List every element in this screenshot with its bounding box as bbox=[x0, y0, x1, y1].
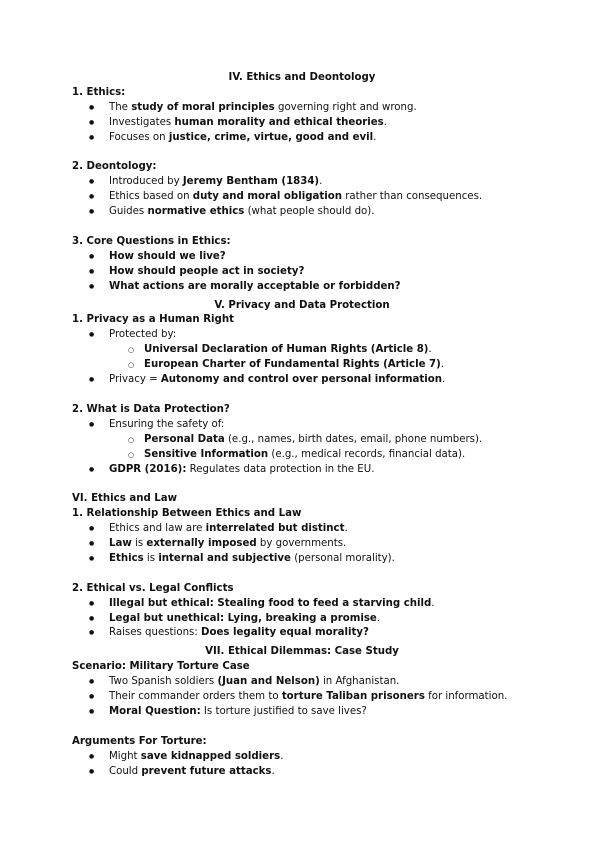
list-item: ● Legal but unethical: Lying, breaking a promise. bbox=[72, 612, 532, 627]
list-item: ● Focuses on justice, crime, virtue, good and evil. bbox=[72, 131, 532, 146]
list-item: ● How should we live? bbox=[72, 250, 532, 265]
relationship-list bbox=[72, 522, 532, 567]
list-item: ● Raises questions: Does legality equal morality? bbox=[72, 626, 532, 641]
list-item: ● What actions are morally acceptable or forbidden? bbox=[72, 280, 532, 295]
list-item: ● Protected by: ○ Universal Declaration of Human Rights (Article 8). ○ European Charter of Fundamental Rights (Article 7). bbox=[72, 328, 532, 373]
conflicts-list bbox=[72, 597, 532, 642]
data-protection-sublist bbox=[109, 433, 532, 463]
list-item: ● Ethics and law are interrelated but distinct. bbox=[72, 522, 532, 537]
list-item: ● Two Spanish soldiers (Juan and Nelson) in Afghanistan. bbox=[72, 675, 532, 690]
list-item: ● Guides normative ethics (what people should do). bbox=[72, 205, 532, 220]
list-item: ● Law is externally imposed by governments. bbox=[72, 537, 532, 552]
list-item: ○ European Charter of Fundamental Rights (Article 7). bbox=[72, 358, 532, 373]
deontology-list bbox=[72, 175, 532, 220]
relationship-heading: 1. Relationship Between Ethics and Law bbox=[72, 508, 302, 520]
list-item: ● Their commander orders them to torture Taliban prisoners for information. bbox=[72, 690, 532, 705]
ethics-list bbox=[72, 101, 532, 146]
list-item: ● GDPR (2016): Regulates data protection in the EU. bbox=[72, 463, 532, 478]
scenario-heading: Scenario: Military Torture Case bbox=[72, 661, 250, 673]
privacy-heading: 1. Privacy as a Human Right bbox=[72, 314, 234, 326]
list-item: ● Investigates human morality and ethical theories. bbox=[72, 116, 532, 131]
list-item: ● Introduced by Jeremy Bentham (1834). bbox=[72, 175, 532, 190]
data-protection-heading: 2. What is Data Protection? bbox=[72, 403, 230, 415]
section-title-v: V. Privacy and Data Protection bbox=[214, 299, 390, 311]
list-item: ● How should people act in society? bbox=[72, 265, 532, 280]
list-item: ● The study of moral principles governing right and wrong. bbox=[72, 101, 532, 116]
ethics-heading: 1. Ethics: bbox=[72, 86, 126, 98]
list-item: ● Ethics is internal and subjective (personal morality). bbox=[72, 552, 532, 567]
privacy-list bbox=[72, 328, 532, 388]
list-item: ● Privacy = Autonomy and control over personal information. bbox=[72, 373, 532, 388]
list-item: ● Might save kidnapped soldiers. bbox=[72, 750, 532, 765]
data-protection-list bbox=[72, 418, 532, 478]
privacy-sublist bbox=[109, 343, 532, 373]
list-item: ● Could prevent future attacks. bbox=[72, 765, 532, 780]
document-body bbox=[72, 71, 532, 780]
list-item: ● Ethics based on duty and moral obligation rather than consequences. bbox=[72, 190, 532, 205]
deontology-heading: 2. Deontology: bbox=[72, 161, 157, 173]
scenario-list bbox=[72, 675, 532, 720]
core-questions-heading: 3. Core Questions in Ethics: bbox=[72, 235, 231, 247]
core-questions-list bbox=[72, 250, 532, 295]
section-title-vi: VI. Ethics and Law bbox=[72, 493, 178, 505]
arguments-heading: Arguments For Torture: bbox=[72, 735, 207, 747]
arguments-list bbox=[72, 750, 532, 780]
list-item: ● Ensuring the safety of: ○ Personal Data (e.g., names, birth dates, email, phone numbers). ○ Sensitive Information (e.g., medical records, financial data). bbox=[72, 418, 532, 463]
list-item: ○ Personal Data (e.g., names, birth dates, email, phone numbers). bbox=[72, 433, 532, 448]
section-title-iv: IV. Ethics and Deontology bbox=[228, 72, 376, 83]
section-title-vii: VII. Ethical Dilemmas: Case Study bbox=[205, 646, 399, 658]
list-item: ○ Universal Declaration of Human Rights (Article 8). bbox=[72, 343, 532, 358]
list-item: ● Moral Question: Is torture justified to save lives? bbox=[72, 705, 532, 720]
list-item: ○ Sensitive Information (e.g., medical records, financial data). bbox=[72, 448, 532, 463]
conflicts-heading: 2. Ethical vs. Legal Conflicts bbox=[72, 582, 234, 594]
list-item: ● Illegal but ethical: Stealing food to feed a starving child. bbox=[72, 597, 532, 612]
